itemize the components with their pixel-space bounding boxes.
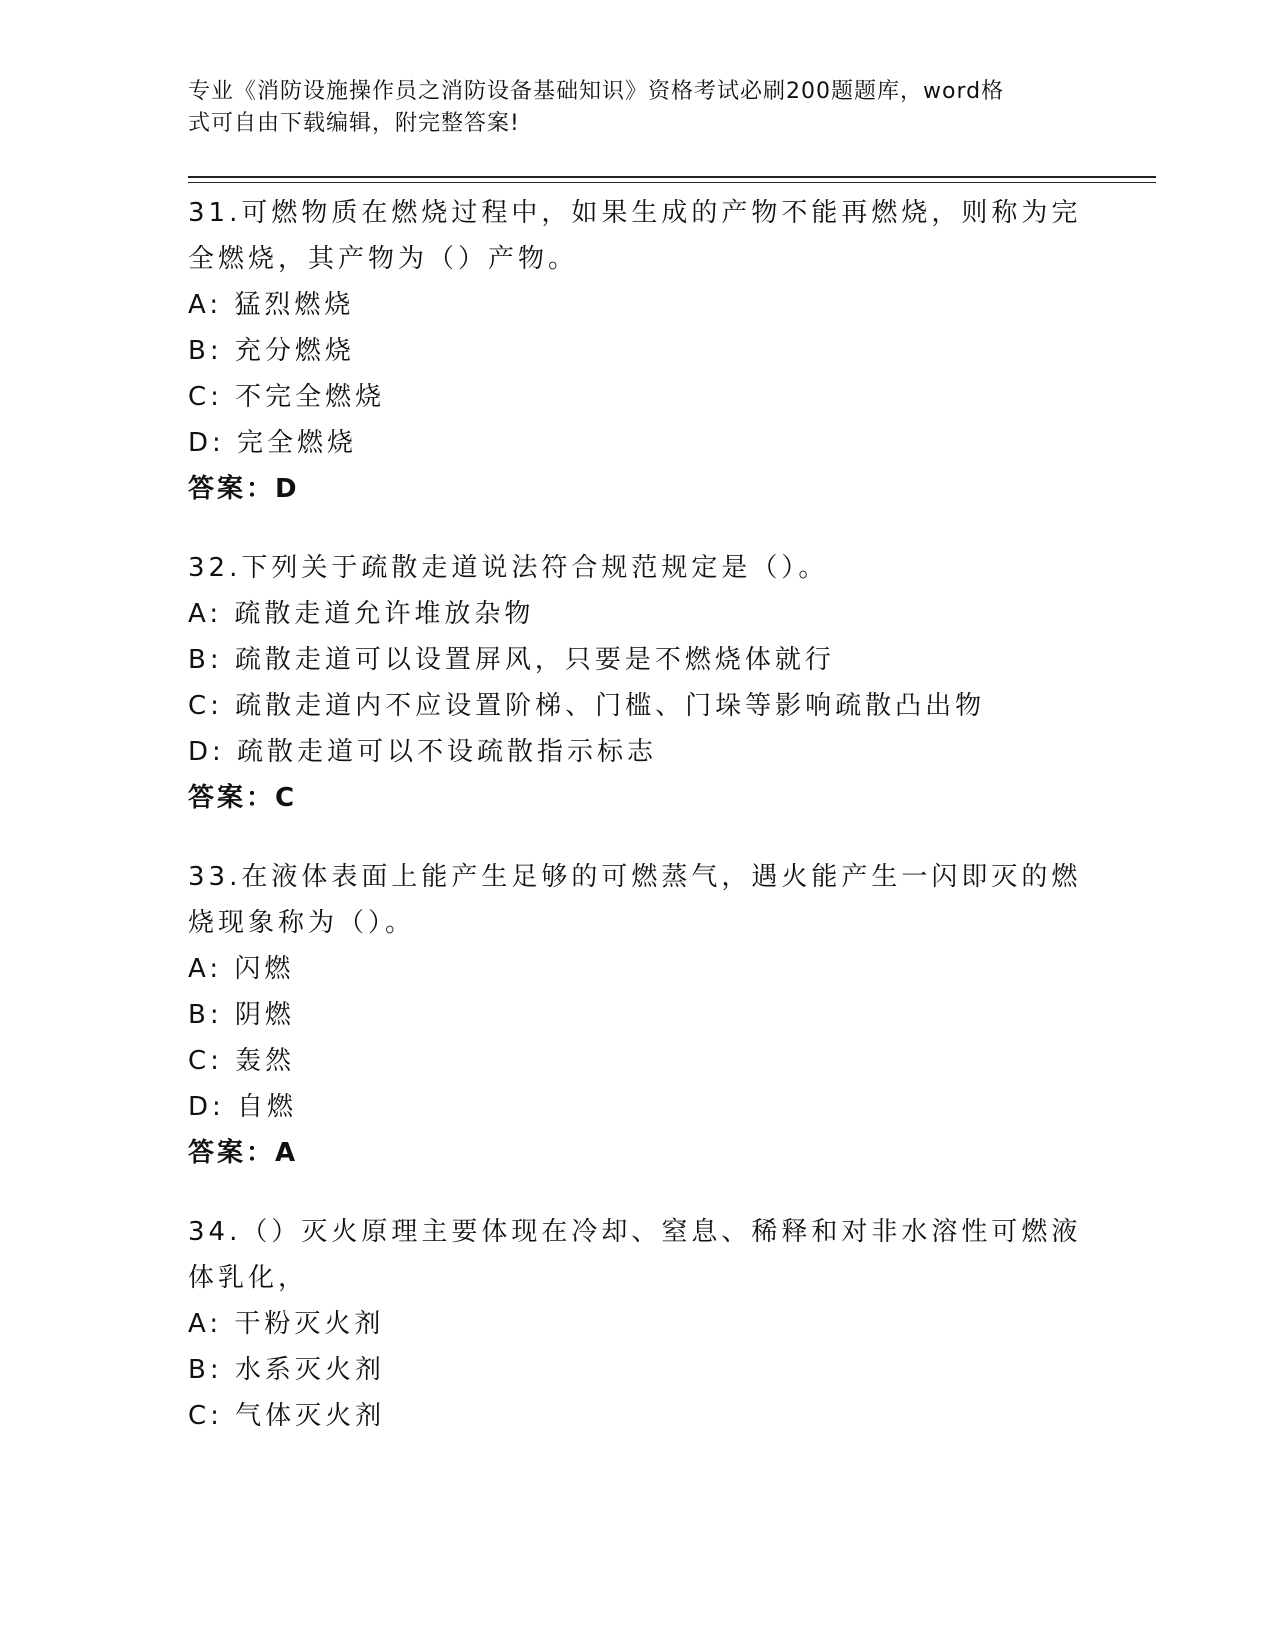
header-divider-thick <box>188 176 1156 178</box>
option-d: D: 疏散走道可以不设疏散指示标志 <box>188 737 658 767</box>
option-b: B: 疏散走道可以设置屏风，只要是不燃烧体就行 <box>188 645 835 675</box>
question-32 <box>188 545 1088 821</box>
option-b: B: 水系灭火剂 <box>188 1355 385 1385</box>
option-d: D: 自燃 <box>188 1092 298 1122</box>
option-a: A: 猛烈燃烧 <box>188 290 355 320</box>
option-a: A: 干粉灭火剂 <box>188 1309 385 1339</box>
option-c: C: 气体灭火剂 <box>188 1401 386 1431</box>
option-d: D: 完全燃烧 <box>188 428 358 458</box>
option-c: C: 轰然 <box>188 1046 296 1076</box>
question-34 <box>188 1209 1088 1439</box>
option-a: A: 疏散走道允许堆放杂物 <box>188 599 535 629</box>
option-b: B: 充分燃烧 <box>188 336 355 366</box>
question-list <box>188 190 1088 1472</box>
option-c: C: 不完全燃烧 <box>188 382 386 412</box>
question-33 <box>188 854 1088 1176</box>
answer: 答案：C <box>188 783 298 813</box>
question-text: 33.在液体表面上能产生足够的可燃蒸气，遇火能产生一闪即灭的燃烧现象称为（）。 <box>188 862 1082 938</box>
header-line-1: 专业《消防设施操作员之消防设备基础知识》资格考试必刷200题题库，word格 <box>188 79 1005 104</box>
header-divider-thin <box>188 182 1156 183</box>
question-31 <box>188 190 1088 512</box>
question-text: 34.（）灭火原理主要体现在冷却、窒息、稀释和对非水溶性可燃液体乳化， <box>188 1217 1082 1293</box>
answer: 答案：A <box>188 1138 299 1168</box>
answer: 答案：D <box>188 474 300 504</box>
option-b: B: 阴燃 <box>188 1000 295 1030</box>
document-header <box>188 76 1068 140</box>
question-text: 31.可燃物质在燃烧过程中，如果生成的产物不能再燃烧，则称为完全燃烧，其产物为（）产物。 <box>188 198 1082 274</box>
option-a: A: 闪燃 <box>188 954 295 984</box>
header-line-2: 式可自由下载编辑，附完整答案! <box>188 111 520 136</box>
option-c: C: 疏散走道内不应设置阶梯、门槛、门垛等影响疏散凸出物 <box>188 691 986 721</box>
question-text: 32.下列关于疏散走道说法符合规范规定是（）。 <box>188 553 829 583</box>
